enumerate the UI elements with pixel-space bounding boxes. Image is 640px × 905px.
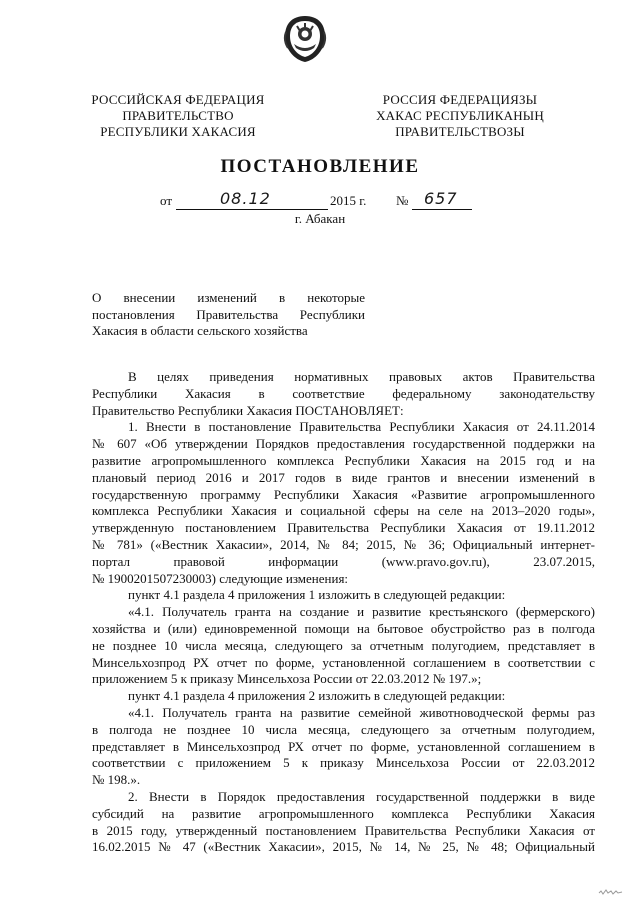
body-line: портал правовой информации (www.pravo.gov.ru), 23.07.2015, — [92, 553, 595, 569]
body-line: представляет в Минсельхозпрод РХ отчет по форме, установленной соглашением в — [92, 738, 595, 754]
body-line: хозяйства и (или) единовременной помощи на бытовое обустройство раз в полгода — [92, 620, 595, 636]
body-line: № 607 «Об утверждении Порядков предоставления государственной поддержки на — [92, 436, 595, 452]
footer-scan-mark — [598, 888, 624, 896]
body-line: государственную программу Республики Хакасия «Развитие агропромышленного — [92, 486, 595, 502]
subject-line: Хакасия в области сельского хозяйства — [92, 323, 308, 338]
body-line: в полгода не позднее 10 числа месяца, следующего за отчетным полугодием, — [92, 721, 595, 737]
body-line: «4.1. Получатель гранта на развитие семейной животноводческой фермы раз — [128, 704, 595, 720]
document-body — [92, 369, 595, 856]
body-line: Минсельхозпрод РХ отчет по форме, установленной соглашением в соответствии с — [92, 654, 595, 670]
document-title: ПОСТАНОВЛЕНИЕ — [220, 156, 420, 177]
body-line: № 1900201507230003) следующие изменения: — [92, 570, 349, 586]
handwritten-number: 657 — [424, 189, 458, 208]
coat-of-arms-emblem — [282, 14, 328, 64]
header-left-line: ПРАВИТЕЛЬСТВО — [122, 108, 234, 123]
city-name: г. Абакан — [294, 211, 346, 226]
header-right-block — [360, 92, 560, 140]
body-line: Правительство Республики Хакасия ПОСТАНОВЛЯЕТ: — [92, 402, 404, 418]
body-line: утвержденную постановлением Правительства Республики Хакасия от 19.11.2012 — [92, 520, 595, 536]
body-line: 2. Внести в Порядок предоставления государственной поддержки в виде — [128, 788, 595, 804]
subject-line: постановления Правительства Республики — [92, 306, 365, 322]
city-line — [0, 211, 640, 227]
year-label: 2015 г. — [330, 193, 367, 208]
body-line: «4.1. Получатель гранта на создание и развитие крестьянского (фермерского) — [128, 604, 595, 620]
header-left-block — [80, 92, 276, 140]
subject-block — [92, 290, 365, 340]
header-right-line: РОССИЯ ФЕДЕРАЦИЯЗЫ — [382, 92, 538, 107]
handwritten-date: 08.12 — [220, 189, 271, 208]
subject-line: О внесении изменений в некоторые — [92, 290, 365, 305]
date-prefix: от — [160, 193, 173, 208]
body-line: не позднее 10 числа месяца, следующего за отчетным полугодием, представляет в — [92, 637, 595, 653]
body-line: пункт 4.1 раздела 4 приложения 1 изложить в следующей редакции: — [128, 587, 506, 603]
body-line: № 198.». — [92, 772, 141, 788]
body-line: пункт 4.1 раздела 4 приложения 2 изложить в следующей редакции: — [128, 688, 506, 704]
body-line: В целях приведения нормативных правовых актов Правительства — [128, 369, 595, 384]
body-line: в 2015 году, утвержденный постановлением Правительства Республики Хакасия от — [92, 822, 595, 838]
body-line: 1. Внести в постановление Правительства Республики Хакасия от 24.11.2014 — [128, 419, 595, 435]
header-right-line: ПРАВИТЕЛЬСТВОЗЫ — [395, 124, 525, 139]
number-sign: № — [396, 193, 409, 208]
body-line: соответствии с приложением 5 к приказу Минсельхоза России от 22.03.2012 — [92, 755, 595, 771]
header-left-line: РЕСПУБЛИКИ ХАКАСИЯ — [100, 124, 256, 139]
body-line: приложением 5 к приказу Минсельхоза России от 22.03.2012 № 197.»; — [92, 671, 482, 687]
body-line: плановый период 2016 и 2017 годов в виде грантов и внесении изменений в — [92, 469, 595, 485]
body-line: № 781» («Вестник Хакасии», 2014, № 84; 2015, № 36; Официальный интернет- — [92, 536, 595, 552]
body-line: Республики Хакасия в соответствие федеральному законодательству — [92, 385, 595, 401]
body-line: развитие агропромышленного комплекса Республики Хакасия на 2015 год и на — [92, 452, 595, 468]
header-left-line: РОССИЙСКАЯ ФЕДЕРАЦИЯ — [91, 92, 265, 107]
body-line: субсидий на развитие агропромышленного комплекса Республики Хакасия — [92, 805, 595, 821]
body-line: 16.02.2015 № 47 («Вестник Хакасии», 2015, № 14, № 25, № 48; Официальный — [92, 839, 595, 855]
header-right-line: ХАКАС РЕСПУБЛИКАНЫҢ — [376, 108, 544, 123]
body-line: комплекса Республики Хакасия и социальной сферы на селе на 2013–2020 годы», — [92, 503, 595, 519]
